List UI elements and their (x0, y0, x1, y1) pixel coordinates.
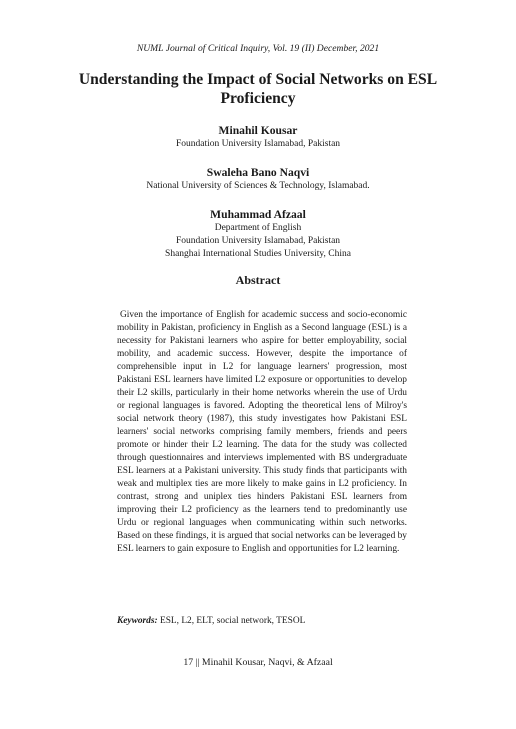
abstract-body: Given the importance of English for academic success and socio-economic mobility in Pakistan, proficiency in English as a Second language (ESL) is a necessity for Pakistani learners who aspire for better employability, social mobility, and academic success. However, despite the importance of comprehensible input in L2 for language learners' progression, most Pakistani ESL learners have limited L2 exposure or opportunities to develop their L2 skills, particularly in their home networks wherein the use of Urdu or regional languages is favored. Adopting the theoretical lens of Milroy's social network theory (1987), this study investigates how Pakistani ESL learners' social networks comprising family members, friends and peers promote or hinder their L2 learning. The data for the study was collected through questionnaires and interviews implemented with BS undergraduate ESL learners at a Pakistani university. This study finds that participants with weak and multiplex ties are more likely to make gains in L2 proficiency. In contrast, strong and uniplex ties hinders Pakistani ESL learners from improving their L2 proficiency as the learners tend to predominantly use Urdu or regional languages when communicating within such networks. Based on these findings, it is argued that social networks can be leveraged by ESL learners to gain exposure to English and opportunities for L2 learning. (117, 310, 407, 554)
author-name: Swaleha Bano Naqvi (206, 166, 310, 179)
abstract-heading: Abstract (235, 273, 281, 287)
keywords-label: Keywords: (117, 616, 158, 626)
author-affiliation: Shanghai International Studies University, China (165, 249, 351, 259)
page-footer: 17 || Minahil Kousar, Naqvi, & Afzaal (183, 657, 333, 668)
paper-title: Understanding the Impact of Social Networks on ESL Proficiency (78, 71, 438, 107)
author-affiliation: Department of English (214, 223, 302, 233)
author-affiliation: Foundation University Islamabad, Pakistan (175, 236, 341, 246)
author-block-3 (0, 207, 516, 261)
keywords-text: ESL, L2, ELT, social network, TESOL (159, 616, 306, 626)
author-name: Muhammad Afzaal (210, 208, 306, 221)
keywords (117, 615, 407, 628)
running-head: NUML Journal of Critical Inquiry, Vol. 19 (II) December, 2021 (136, 43, 380, 54)
author-affiliation: National University of Sciences & Technology, Islamabad. (146, 181, 370, 191)
author-name: Minahil Kousar (218, 124, 298, 137)
author-block-1 (0, 123, 516, 151)
author-block-2 (0, 165, 516, 193)
author-affiliation: Foundation University Islamabad, Pakistan (175, 139, 341, 149)
